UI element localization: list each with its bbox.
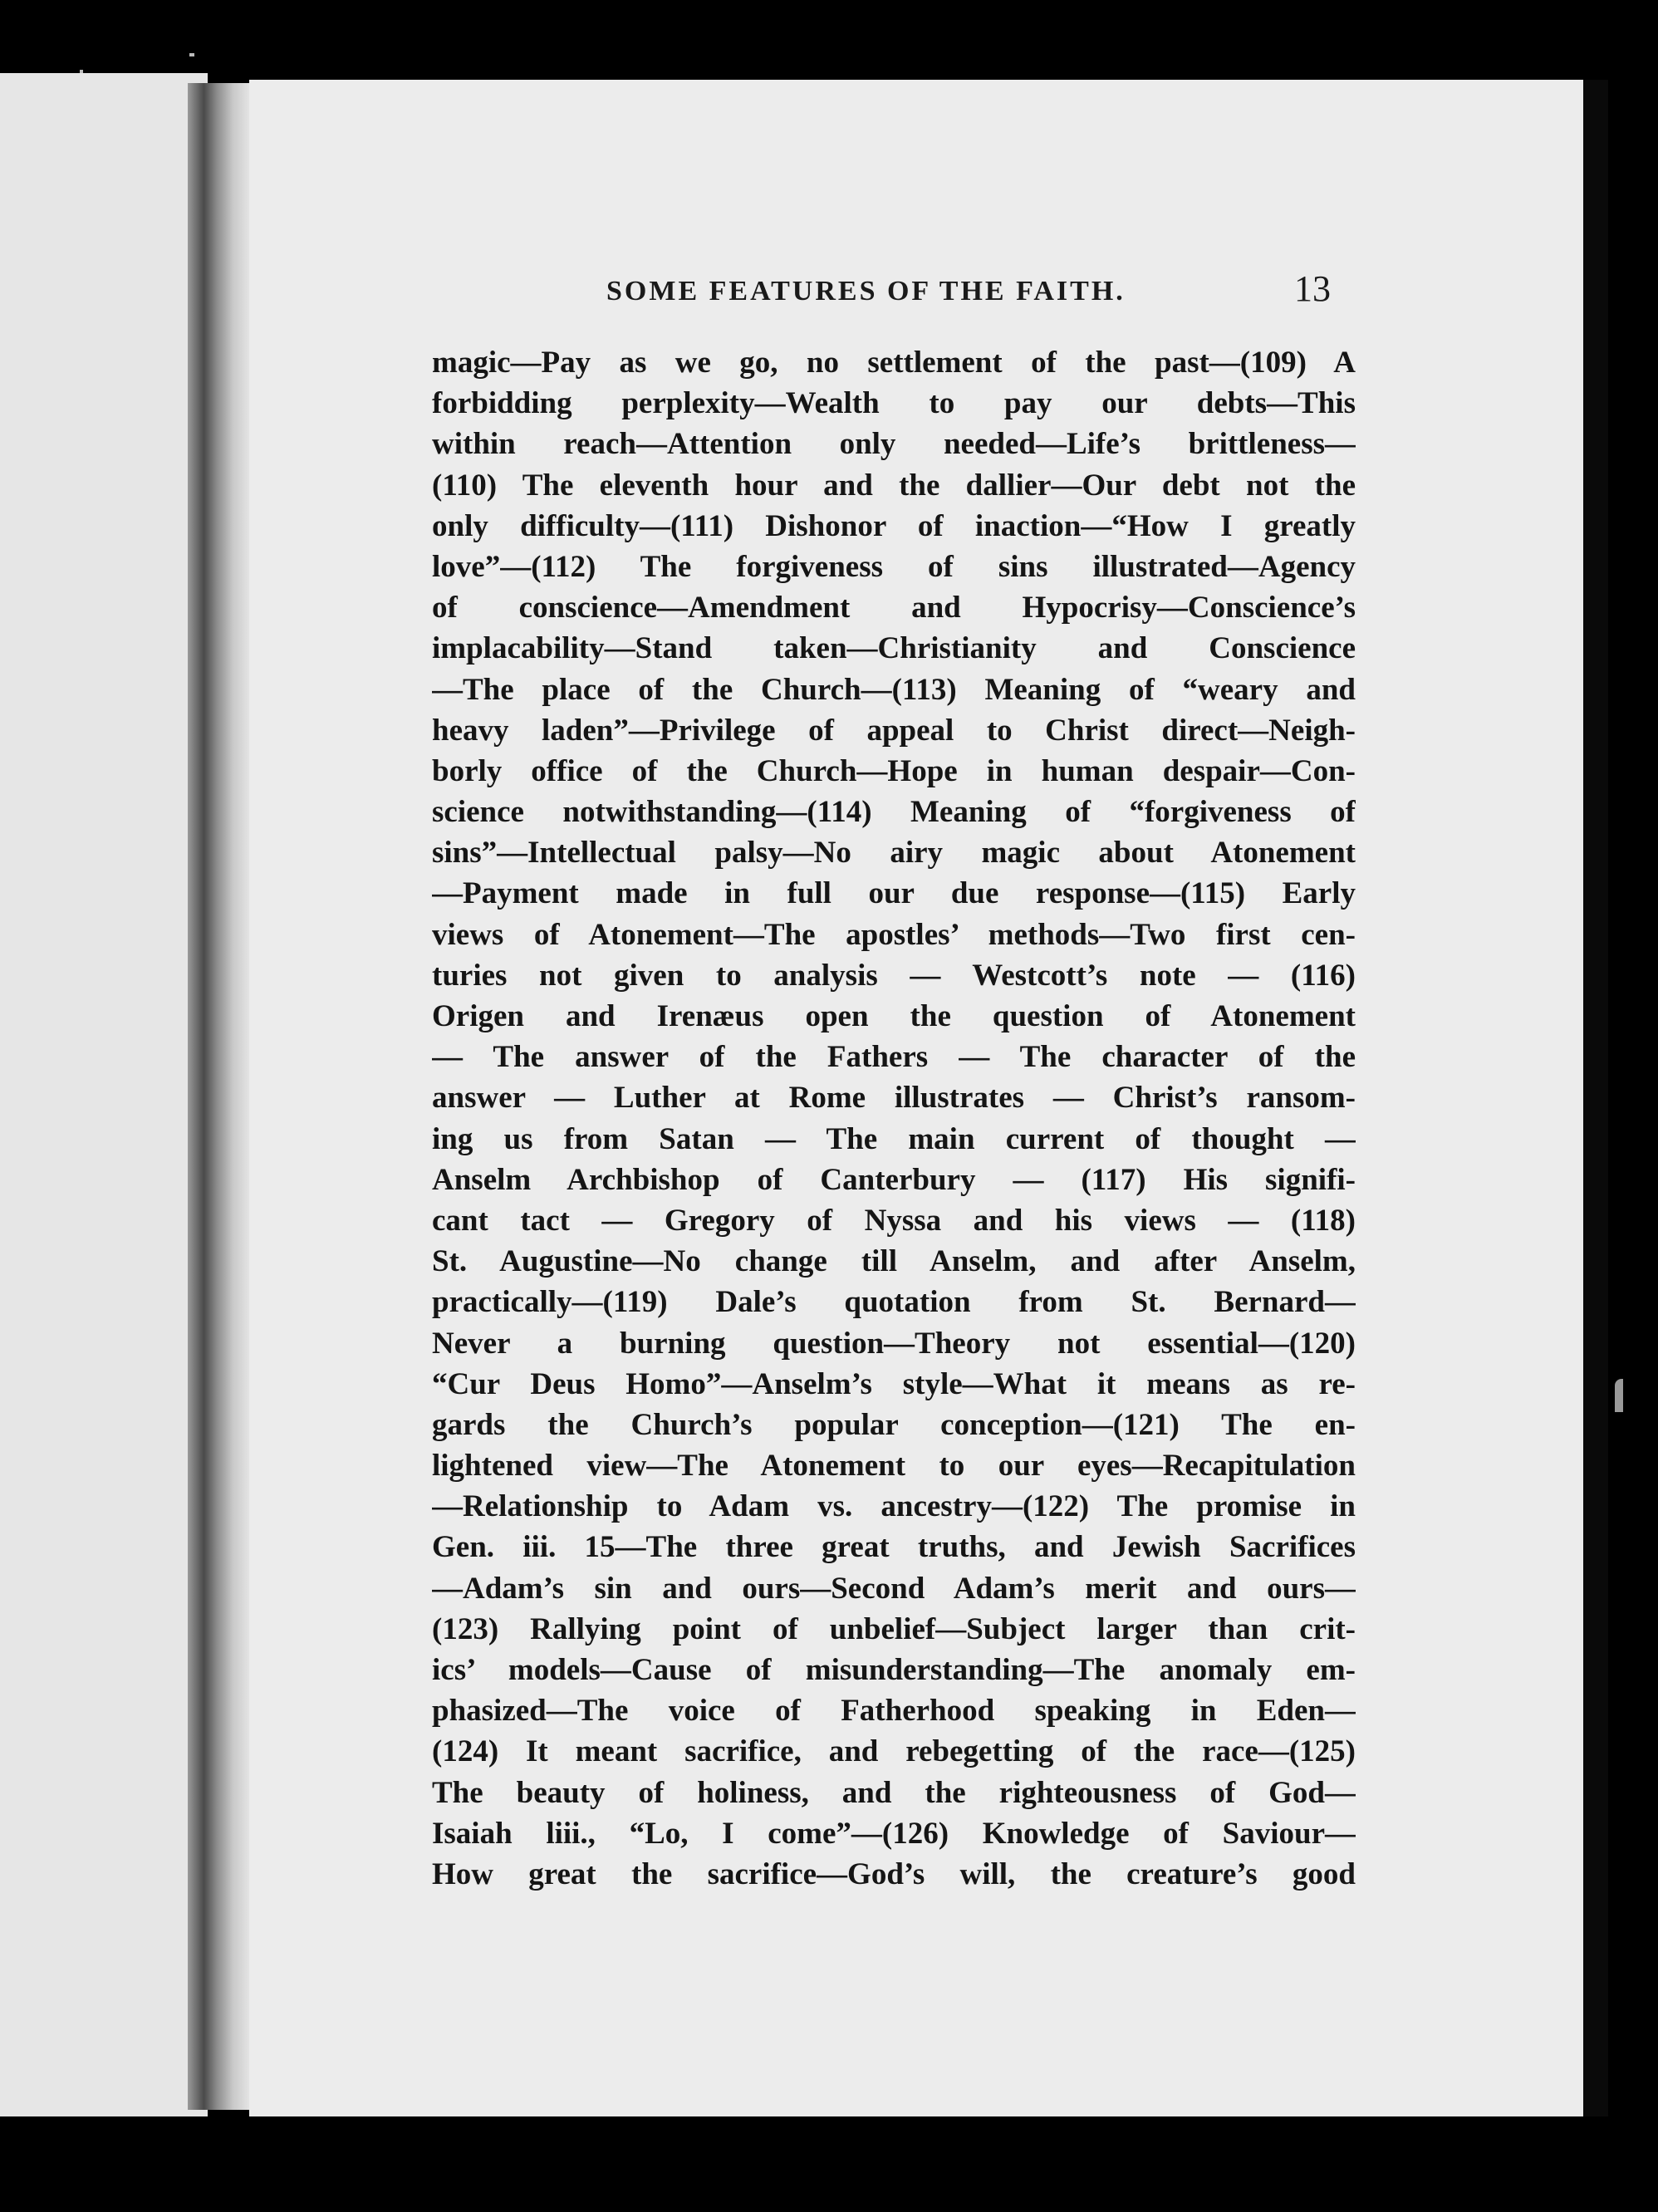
- text-line: answer — Luther at Rome illustrates — Christ’s ransom-: [432, 1081, 1356, 1116]
- text-line: The beauty of holiness, and the righteousness of God—: [432, 1775, 1356, 1810]
- text-line: ing us from Satan — The main current of thought —: [432, 1121, 1356, 1156]
- running-head: [249, 267, 1356, 317]
- text-line: (110) The eleventh hour and the dallier—Our debt not the: [432, 468, 1356, 503]
- text-line: —Relationship to Adam vs. ancestry—(122) The promise in: [432, 1489, 1356, 1524]
- text-line: implacability—Stand taken—Christianity and Conscience: [432, 631, 1356, 666]
- text-line: (123) Rallying point of unbelief—Subject larger than crit-: [432, 1611, 1356, 1646]
- scan-artifact: [1615, 1379, 1623, 1412]
- text-line: forbidding perplexity—Wealth to pay our debts—This: [432, 386, 1356, 421]
- text-line: gards the Church’s popular conception—(121) The en-: [432, 1407, 1356, 1442]
- running-title: SOME FEATURES OF THE FAITH.: [606, 276, 1126, 307]
- text-line: St. Augustine—No change till Anselm, and after Anselm,: [432, 1244, 1356, 1279]
- text-line: phasized—The voice of Fatherhood speaking in Eden—: [432, 1694, 1356, 1729]
- page-number: 13: [1294, 268, 1331, 309]
- text-line: magic—Pay as we go, no settlement of the past—(109) A: [432, 346, 1356, 380]
- text-line: Isaiah liii., “Lo, I come”—(126) Knowledge of Saviour—: [432, 1816, 1356, 1851]
- book-page: [249, 80, 1587, 2116]
- text-line: practically—(119) Dale’s quotation from St. Bernard—: [432, 1285, 1356, 1320]
- text-line: cant tact — Gregory of Nyssa and his views — (118): [432, 1203, 1356, 1238]
- body-text: [432, 342, 1356, 1895]
- text-line: turies not given to analysis — Westcott’s note — (116): [432, 958, 1356, 993]
- text-line: —The place of the Church—(113) Meaning of “weary and: [432, 672, 1356, 707]
- text-line: within reach—Attention only needed—Life’s brittleness—: [432, 427, 1356, 462]
- text-line: only difficulty—(111) Dishonor of inaction—“How I greatly: [432, 508, 1356, 543]
- text-line: Anselm Archbishop of Canterbury — (117) His signifi-: [432, 1162, 1356, 1197]
- scan-artifact: [80, 70, 83, 73]
- book-gutter-shadow: [188, 83, 253, 2110]
- text-line: (124) It meant sacrifice, and rebegetting of the race—(125): [432, 1734, 1356, 1769]
- previous-page-edge: [0, 73, 208, 2116]
- text-line: views of Atonement—The apostles’ methods—Two first cen-: [432, 917, 1356, 952]
- text-line: science notwithstanding—(114) Meaning of “forgiveness of: [432, 795, 1356, 830]
- text-line: Origen and Irenæus open the question of Atonement: [432, 999, 1356, 1033]
- text-line: lightened view—The Atonement to our eyes—Recapitulation: [432, 1449, 1356, 1484]
- text-line: “Cur Deus Homo”—Anselm’s style—What it means as re-: [432, 1366, 1356, 1401]
- text-line: — The answer of the Fathers — The character of the: [432, 1040, 1356, 1075]
- text-line: How great the sacrifice—God’s will, the creature’s good: [432, 1856, 1356, 1891]
- text-line: —Payment made in full our due response—(115) Early: [432, 876, 1356, 911]
- text-line: sins”—Intellectual palsy—No airy magic about Atonement: [432, 836, 1356, 871]
- text-line: —Adam’s sin and ours—Second Adam’s merit and ours—: [432, 1571, 1356, 1606]
- page-right-edge: [1583, 80, 1608, 2116]
- text-line: borly office of the Church—Hope in human despair—Con-: [432, 753, 1356, 788]
- text-line: of conscience—Amendment and Hypocrisy—Conscience’s: [432, 591, 1356, 625]
- scan-artifact: [189, 53, 194, 56]
- text-line: Gen. iii. 15—The three great truths, and Jewish Sacrifices: [432, 1530, 1356, 1565]
- text-line: ics’ models—Cause of misunderstanding—The anomaly em-: [432, 1653, 1356, 1687]
- text-line: love”—(112) The forgiveness of sins illustrated—Agency: [432, 549, 1356, 584]
- text-line: Never a burning question—Theory not essential—(120): [432, 1326, 1356, 1361]
- text-line: heavy laden”—Privilege of appeal to Christ direct—Neigh-: [432, 713, 1356, 748]
